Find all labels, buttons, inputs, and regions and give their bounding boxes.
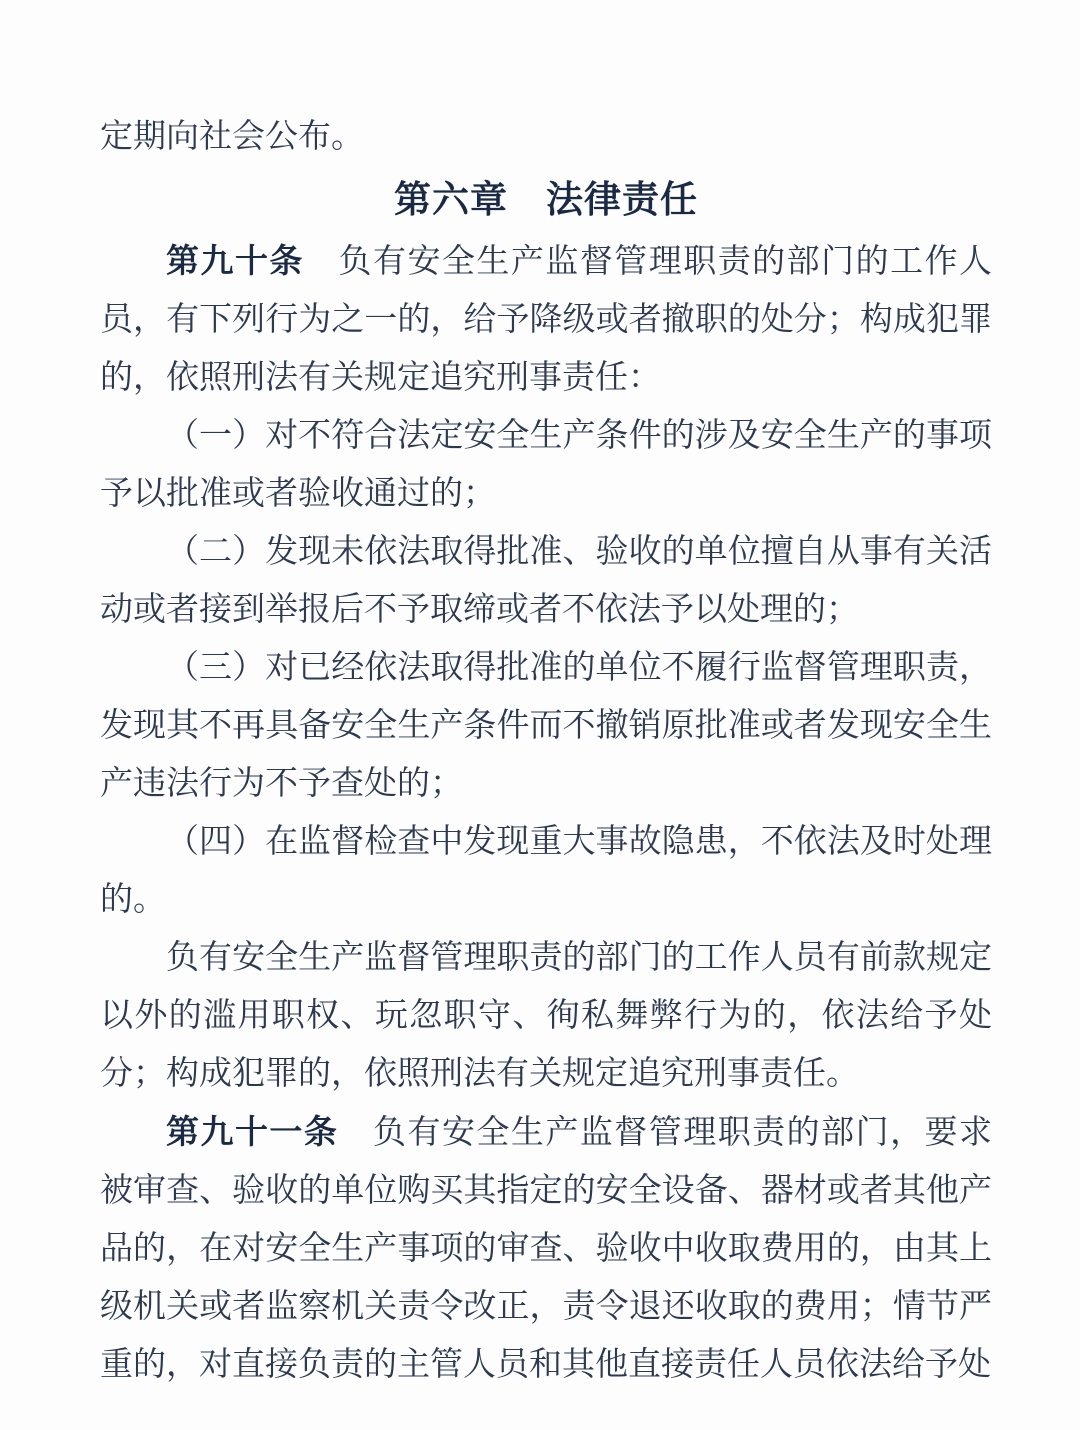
article-90-intro-text: 负有安全生产监督管理职责的部门的工作人员，有下列行为之一的，给予降级或者撤职的处分；构成犯罪的，依照刑法有关规定追究刑事责任： <box>100 244 993 396</box>
article-90-closing-paragraph: 负有安全生产监督管理职责的部门的工作人员有前款规定以外的滥用职权、玩忽职守、徇私舞弊行为的，依法给予处分；构成犯罪的，依照刑法有关规定追究刑事责任。 <box>100 940 992 1092</box>
article-91-text: 负有安全生产监督管理职责的部门，要求被审查、验收的单位购买其指定的安全设备、器材或者其他产品的，在对安全生产事项的审查、验收中收取费用的，由其上级机关或者监察机关责令改正，责令退还收取的费用；情节严重的，对直接负责的主管人员和其他直接责任人员依法给予处 <box>100 1115 993 1383</box>
article-91-paragraph <box>100 1103 992 1394</box>
article-91-number: 第九十一条 <box>166 1113 339 1150</box>
article-90-item-3: （三）对已经依法取得批准的单位不履行监督管理职责，发现其不再具备安全生产条件而不撤销原批准或者发现安全生产违法行为不予查处的； <box>100 650 992 802</box>
article-90-item-4: （四）在监督检查中发现重大事故隐患，不依法及时处理的。 <box>100 824 992 918</box>
article-90-item-1: （一）对不符合法定安全生产条件的涉及安全生产的事项予以批准或者验收通过的； <box>100 418 992 512</box>
article-90-intro-paragraph <box>100 232 992 407</box>
continuation-line: 定期向社会公布。 <box>100 119 364 155</box>
article-90-number: 第九十条 <box>166 242 304 279</box>
article-90-item-2: （二）发现未依法取得批准、验收的单位擅自从事有关活动或者接到举报后不予取缔或者不依法予以处理的； <box>100 534 992 628</box>
document-body <box>100 108 992 1394</box>
chapter-heading: 第六章 法律责任 <box>394 179 698 220</box>
